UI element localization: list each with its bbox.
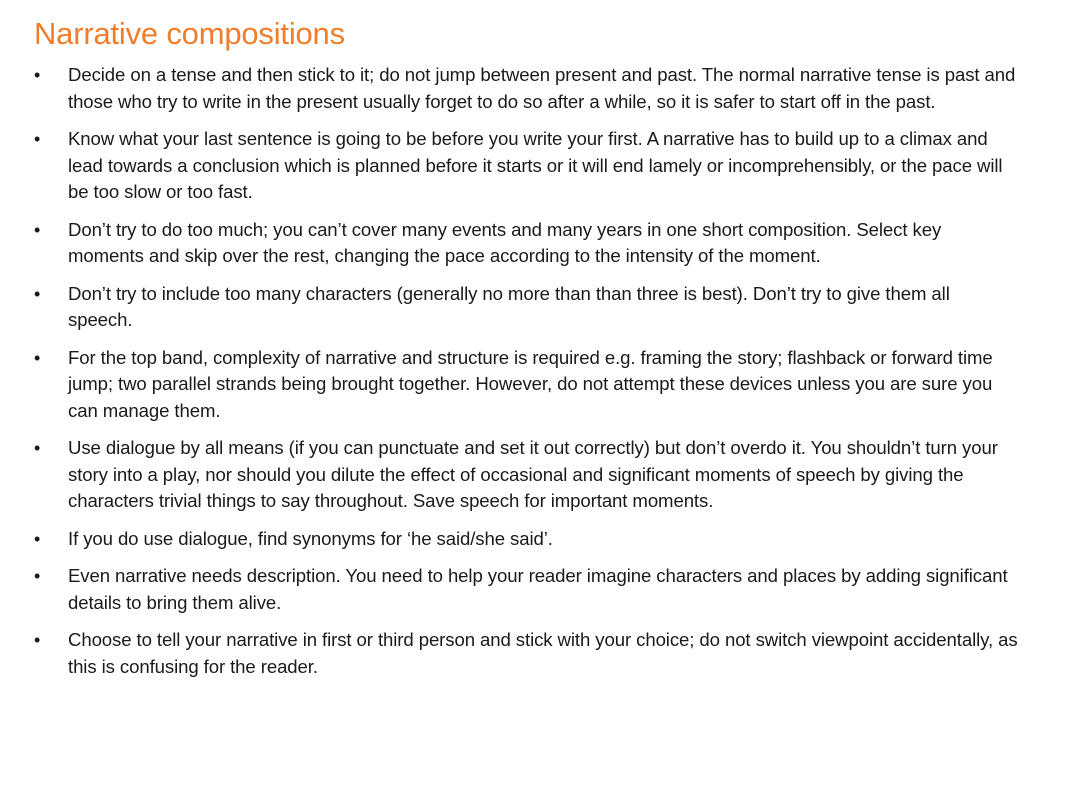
list-item <box>0 217 1018 270</box>
bullet-icon: • <box>34 219 41 240</box>
bullet-icon: • <box>34 566 41 586</box>
list-item <box>0 563 1018 616</box>
list-item-text: Don’t try to include too many characters (generally no more than than three is best). Don’t try to give them all speech. <box>68 282 950 330</box>
bullet-list <box>0 62 1071 691</box>
list-item-text: Even narrative needs description. You need to help your reader imagine characters and places by adding significant details to bring them alive. <box>68 565 1008 613</box>
bullet-icon: • <box>34 438 41 458</box>
bullet-icon: • <box>34 630 41 650</box>
bullet-icon: • <box>34 347 41 368</box>
list-item-text: If you do use dialogue, find synonyms for ‘he said/she said’. <box>68 527 553 549</box>
list-item <box>0 126 1018 206</box>
list-item-text: Use dialogue by all means (if you can punctuate and set it out correctly) but don’t overdo it. You shouldn’t turn your story into a play, nor should you dilute the effect of occasional and significant moments of speech by giving the characters trivial things to say throughout. Save speech for important moments. <box>68 437 998 511</box>
bullet-icon: • <box>34 65 41 85</box>
list-item <box>0 627 1018 680</box>
list-item <box>0 435 1018 515</box>
bullet-icon: • <box>34 129 41 149</box>
list-item-text: Decide on a tense and then stick to it; do not jump between present and past. The normal narrative tense is past and those who try to write in the present usually forget to do so after a while, so it is safer to start off in the past. <box>68 64 1016 112</box>
list-item-text: Choose to tell your narrative in first or third person and stick with your choice; do not switch viewpoint accidentally, as this is confusing for the reader. <box>68 629 1018 677</box>
page-title: Narrative compositions <box>34 16 345 51</box>
bullet-icon: • <box>34 283 41 304</box>
list-item <box>0 62 1018 115</box>
list-item <box>0 281 1018 334</box>
list-item-text: Know what your last sentence is going to be before you write your first. A narrative has to build up to a climax and lead towards a conclusion which is planned before it starts or it will end lamely or incomprehensibly, or the pace will be too slow or too fast. <box>68 128 1003 202</box>
list-item <box>0 526 1018 553</box>
list-item-text: Don’t try to do too much; you can’t cover many events and many years in one short composition. Select key moments and skip over the rest, changing the pace according to the intensity of the moment. <box>68 218 942 266</box>
list-item <box>0 345 1018 425</box>
list-item-text: For the top band, complexity of narrative and structure is required e.g. framing the story; flashback or forward time jump; two parallel strands being brought together. However, do not attempt these devices unless you are sure you can manage them. <box>68 346 993 421</box>
bullet-icon: • <box>34 528 41 549</box>
